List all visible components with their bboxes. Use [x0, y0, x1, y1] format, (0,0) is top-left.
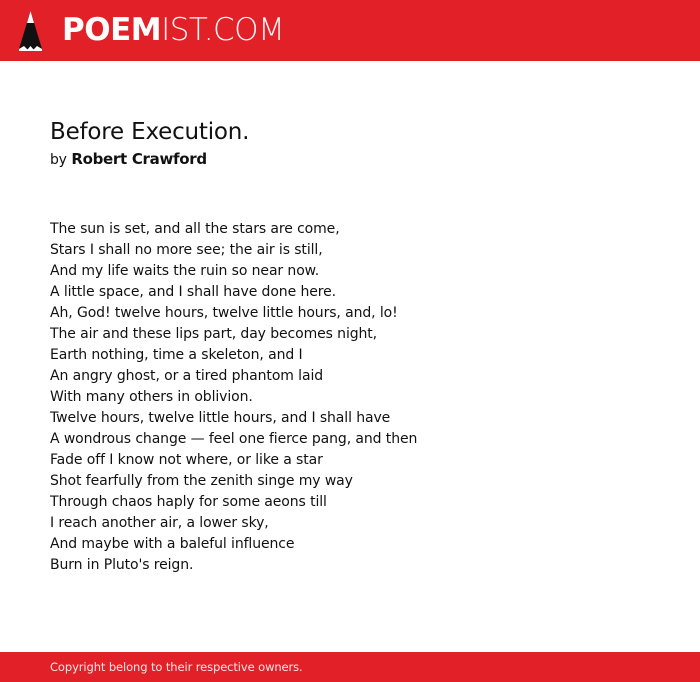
brand-poem: POEM [62, 12, 162, 48]
poem-line: Earth nothing, time a skeleton, and I [50, 347, 303, 363]
byline-label: by [50, 152, 67, 168]
poem-title: Before Execution. [50, 119, 250, 145]
poem-line: A little space, and I shall have done here. [50, 284, 336, 300]
site-header [0, 0, 700, 61]
copyright-notice: Copyright belong to their respective owners. [50, 660, 303, 674]
poem-line: I reach another air, a lower sky, [50, 515, 269, 531]
poem-line: The sun is set, and all the stars are come, [50, 221, 340, 237]
brand-ist-com: IST.COM [161, 12, 285, 48]
poem-line: And my life waits the ruin so near now. [50, 263, 320, 279]
poem-line: An angry ghost, or a tired phantom laid [50, 368, 324, 384]
poem-line: Twelve hours, twelve little hours, and I shall have [50, 410, 391, 426]
poem-byline [50, 149, 207, 170]
poem-author: Robert Crawford [71, 150, 207, 168]
poem-line: Through chaos haply for some aeons till [50, 494, 327, 510]
poem-body [50, 219, 650, 576]
poem-line: Stars I shall no more see; the air is still, [50, 242, 323, 258]
poem-line: Burn in Pluto's reign. [50, 557, 194, 573]
poem-line: And maybe with a baleful influence [50, 536, 295, 552]
poem-line: Shot fearfully from the zenith singe my way [50, 473, 353, 489]
site-footer [0, 652, 700, 682]
poem-line: A wondrous change — feel one fierce pang, and then [50, 431, 418, 447]
site-logo-link[interactable] [18, 9, 284, 53]
poem-line: With many others in oblivion. [50, 389, 253, 405]
site-brand [62, 8, 284, 52]
poem-line: Ah, God! twelve hours, twelve little hours, and, lo! [50, 305, 398, 321]
pencil-tip-icon [18, 10, 43, 52]
poem-line: The air and these lips part, day becomes night, [50, 326, 378, 342]
poem-line: Fade off I know not where, or like a star [50, 452, 323, 468]
